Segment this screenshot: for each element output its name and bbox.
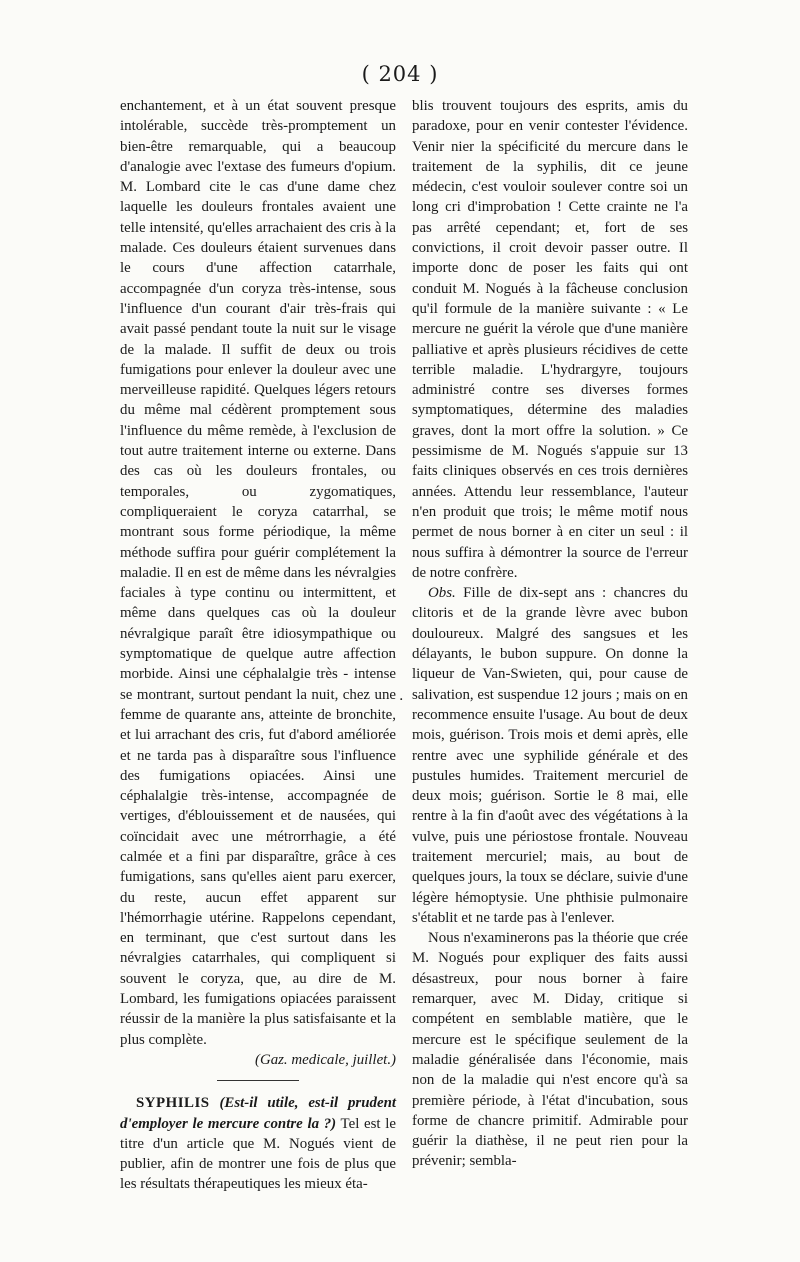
observation-paragraph <box>412 583 688 928</box>
left-paragraph: enchantement, et à un état souvent presque intolérable, succède très-promptement un bien-être remarquable, qui a beaucoup d'analogie avec l'extase des fumeurs d'opium. M. Lombard cite le cas d'une dame chez laquelle les douleurs frontales avaient une telle intensité, qu'elles arrachaient des cris à la malade. Ces douleurs étaient survenues dans le cours d'une affection catarrhale, accompagnée d'un coryza très-intense, sous l'influence d'un courant d'air très-frais qui avait passé pendant toute la nuit sur le visage de la malade. Il suffit de deux ou trois fumigations pour enlever la douleur avec une merveilleuse rapidité. Quelques légers retours du même mal cédèrent promptement sous l'influence du même remède, à l'exclusion de tout autre traitement interne ou externe. Dans des cas où les douleurs frontales, ou temporales, ou zygomatiques, compliqueraient le coryza catarrhal, se montrant sous forme périodique, la même méthode suffira pour guérir complétement la maladie. Il en est de même dans les névralgies faciales à type continu ou intermittent, et même dans quelques cas où la douleur névralgique paraît être idiosympathique ou symptomatique de quelque autre affection morbide. Ainsi une céphalalgie très - intense se montrant, surtout pendant la nuit, chez une femme de quarante ans, atteinte de bronchite, et lui arrachant des cris, fut d'abord améliorée et ne tarda pas à disparaître sous l'influence des fumigations opiacées. Ainsi une céphalalgie très-intense, accompagnée de vertiges, d'éblouissement et de nausées, qui coïncidait avec une métrorrhagie, a été calmée et a fini par disparaître, grâce à ces fumigations, sans qu'elles aient paru exercer, du reste, aucun effet apparent sur l'hémorrhagie utérine. Rappelons cependant, en terminant, que c'est surtout dans les névralgies catarrhales, qui compliquent si souvent le coryza, que, au dire de M. Lombard, les fumigations opiacées paraissent réussir de la manière la plus satisfaisante et la plus complète. <box>120 98 396 1048</box>
page-number: ( 204 ) <box>361 62 439 86</box>
right-paragraph-3: Nous n'examinerons pas la théorie que crée M. Nogués pour expliquer des faits aussi désastreux, pour nous borner à faire remarquer, avec M. Diday, critique si compétent en semblable matière, que le mercure est le spécifique seulement de la maladie généralisée dans l'économie, mais non de la maladie qui n'est encore qu'à sa première période, à l'état d'incubation, sous forme de chancre primitif. Admirable pour guérir la diathèse, il ne peut rien pour la prévenir; sembla- <box>412 930 688 1170</box>
margin-mark: . <box>399 688 404 704</box>
left-column <box>120 96 396 1195</box>
right-paragraph-1: blis trouvent toujours des esprits, amis du paradoxe, pour en venir contester l'évidence. Venir nier la spécificité du mercure dans le traitement de la syphilis, dit ce jeune médecin, c'est vouloir soulever contre soi un long cri d'improbation ! Cette crainte ne l'a pas arrêté cependant; et, fort de ses convictions, il croit devoir passer outre. Il importe donc de poser les faits qui ont conduit M. Nogués à la fâcheuse conclusion qu'il formule de la manière suivante : « Le mercure ne guérit la vérole que d'une manière palliative et après plusieurs récidives de cette terrible maladie. L'hydrargyre, toujours administré contre ses diverses formes symptomatiques, détermine des maladies graves, dont la mort offre la solution. » Ce pessimisme de M. Nogués s'appuie sur 13 faits cliniques observés en ces trois dernières années. Attendu leur ressemblance, l'auteur n'en produit que trois; le même motif nous permet de nous borner à en citer un seul : il nous suffira à démontrer la source de l'erreur de notre confrère. <box>412 98 688 581</box>
citation-text: (Gaz. medicale, juillet.) <box>254 1051 396 1068</box>
obs-label: Obs. <box>428 585 456 602</box>
section-heading-paragraph <box>120 1093 396 1194</box>
right-column <box>412 96 688 1172</box>
section-heading: SYPHILIS <box>136 1095 210 1112</box>
section-start-text: Tel est le titre d'un article que M. Nogués vient de publier, afin de montrer une fois de plus que les résultats thérapeutiques les mieux éta- <box>120 1115 396 1193</box>
citation <box>120 1050 396 1070</box>
observation-text: Fille de dix-sept ans : chancres du clitoris et de la grande lèvre avec bubon douloureux. Malgré des sangsues et les délayants, le bubon suppure. On donne la liqueur de Van-Swieten, qui, pour cause de salivation, est suspendue 12 jours ; mais on en recommence ensuite l'usage. Au bout de deux mois, guérison. Trois mois et demi après, elle rentre avec une syphilide générale et des pustules humides. Traitement mercuriel de deux mois; guérison. Sortie le 8 mai, elle rentre à la fin d'août avec des végétations à la vulve, puis une périostose frontale. Nouveau traitement mercuriel; mais, au bout de quelques jours, la toux se déclare, suivie d'une légère hémoptysie. Une phthisie pulmonaire s'établit et ne tarde pas à l'enlever. <box>412 585 689 926</box>
section-heading-italic: (Est-il utile, est-il prudent d'employer le mercure contre la ?) <box>120 1095 396 1132</box>
section-divider <box>217 1080 299 1081</box>
